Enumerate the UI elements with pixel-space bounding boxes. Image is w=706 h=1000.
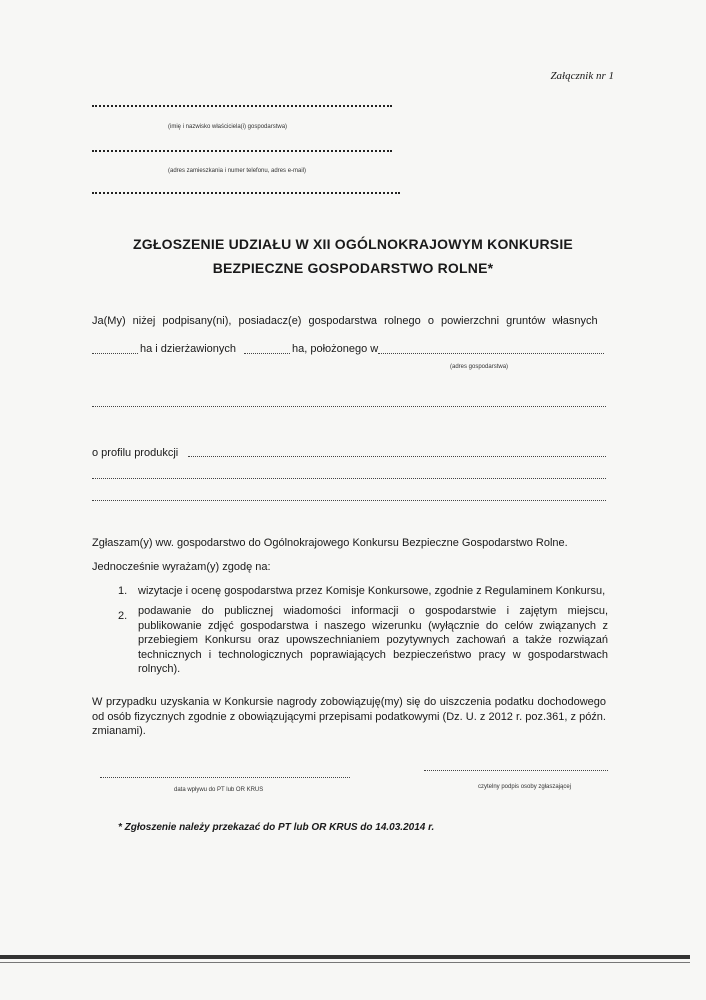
owner-declaration-line1: Ja(My) niżej podpisany(ni), posiadacz(e) gospodarstwa rolnego o powierzchni gruntów własnych (92, 315, 598, 327)
bottom-edge-line-thin (0, 962, 690, 963)
date-field[interactable] (100, 777, 350, 778)
address-label: (adres zamieszkania i numer telefonu, adres e-mail) (168, 168, 307, 174)
owner-name-label: (imię i nazwisko właściciela(i) gospodarstwa) (168, 124, 288, 130)
owned-area-suffix: ha i dzierżawionych (140, 343, 236, 355)
extra-contact-field[interactable] (92, 192, 400, 194)
bottom-edge-line (0, 955, 690, 959)
signature-field[interactable] (424, 770, 608, 771)
tax-clause: W przypadku uzyskania w Konkursie nagrody zobowiązuję(my) się do uiszczenia podatku dochodowego od osób fizycznych zgodnie z obowiązującymi przepisami podatkowymi (Dz. U. z 2012 r. poz.361, z późn. zmianami). (92, 696, 606, 737)
production-profile-label: o profilu produkcji (92, 447, 179, 459)
signature-label: czytelny podpis osoby zgłaszającej (478, 784, 572, 790)
consent-item-text: wizytacje i ocenę gospodarstwa przez Komisje Konkursowe, zgodnie z Regulaminem Konkursu, (138, 585, 606, 597)
production-profile-field-2[interactable] (92, 478, 606, 479)
farm-address-field[interactable] (378, 353, 604, 354)
consent-item-text: podawanie do publicznej wiadomości informacji o gospodarstwie i zajętym miejscu, publikowanie zdjęć gospodarstwa i naszego wizerunku (wyłącznie do celów związanych z przebiegiem Konkursu oraz upowszechnianiem pozytywnych zachowań a także rozwiązań technicznych i technologicznych poprawiających bezpieczeństwo pracy w gospodarstwach rolnych). (138, 605, 608, 675)
farm-address-field-2[interactable] (92, 406, 606, 407)
consent-item-number: 2. (118, 610, 128, 622)
consent-item-number: 1. (118, 585, 128, 597)
production-profile-field-3[interactable] (92, 500, 606, 501)
leased-area-field[interactable] (244, 353, 290, 354)
leased-area-suffix: ha, położonego w (292, 343, 379, 355)
farm-address-label: (adres gospodarstwa) (450, 364, 509, 370)
form-title-line1: ZGŁOSZENIE UDZIAŁU W XII OGÓLNOKRAJOWYM KONKURSIE (133, 236, 573, 252)
address-field[interactable] (92, 150, 392, 152)
form-title-line2: BEZPIECZNE GOSPODARSTWO ROLNE* (212, 260, 494, 276)
date-label: data wpływu do PT lub OR KRUS (174, 787, 264, 793)
footnote: * Zgłoszenie należy przekazać do PT lub OR KRUS do 14.03.2014 r. (118, 822, 435, 833)
owned-area-field[interactable] (92, 353, 138, 354)
production-profile-field[interactable] (188, 456, 606, 457)
consent-intro: Jednocześnie wyrażam(y) zgodę na: (92, 561, 271, 573)
attachment-label: Załącznik nr 1 (550, 70, 614, 82)
declaration-text: Zgłaszam(y) ww. gospodarstwo do Ogólnokrajowego Konkursu Bezpieczne Gospodarstwo Rolne. (92, 537, 568, 549)
owner-name-field[interactable] (92, 105, 392, 107)
